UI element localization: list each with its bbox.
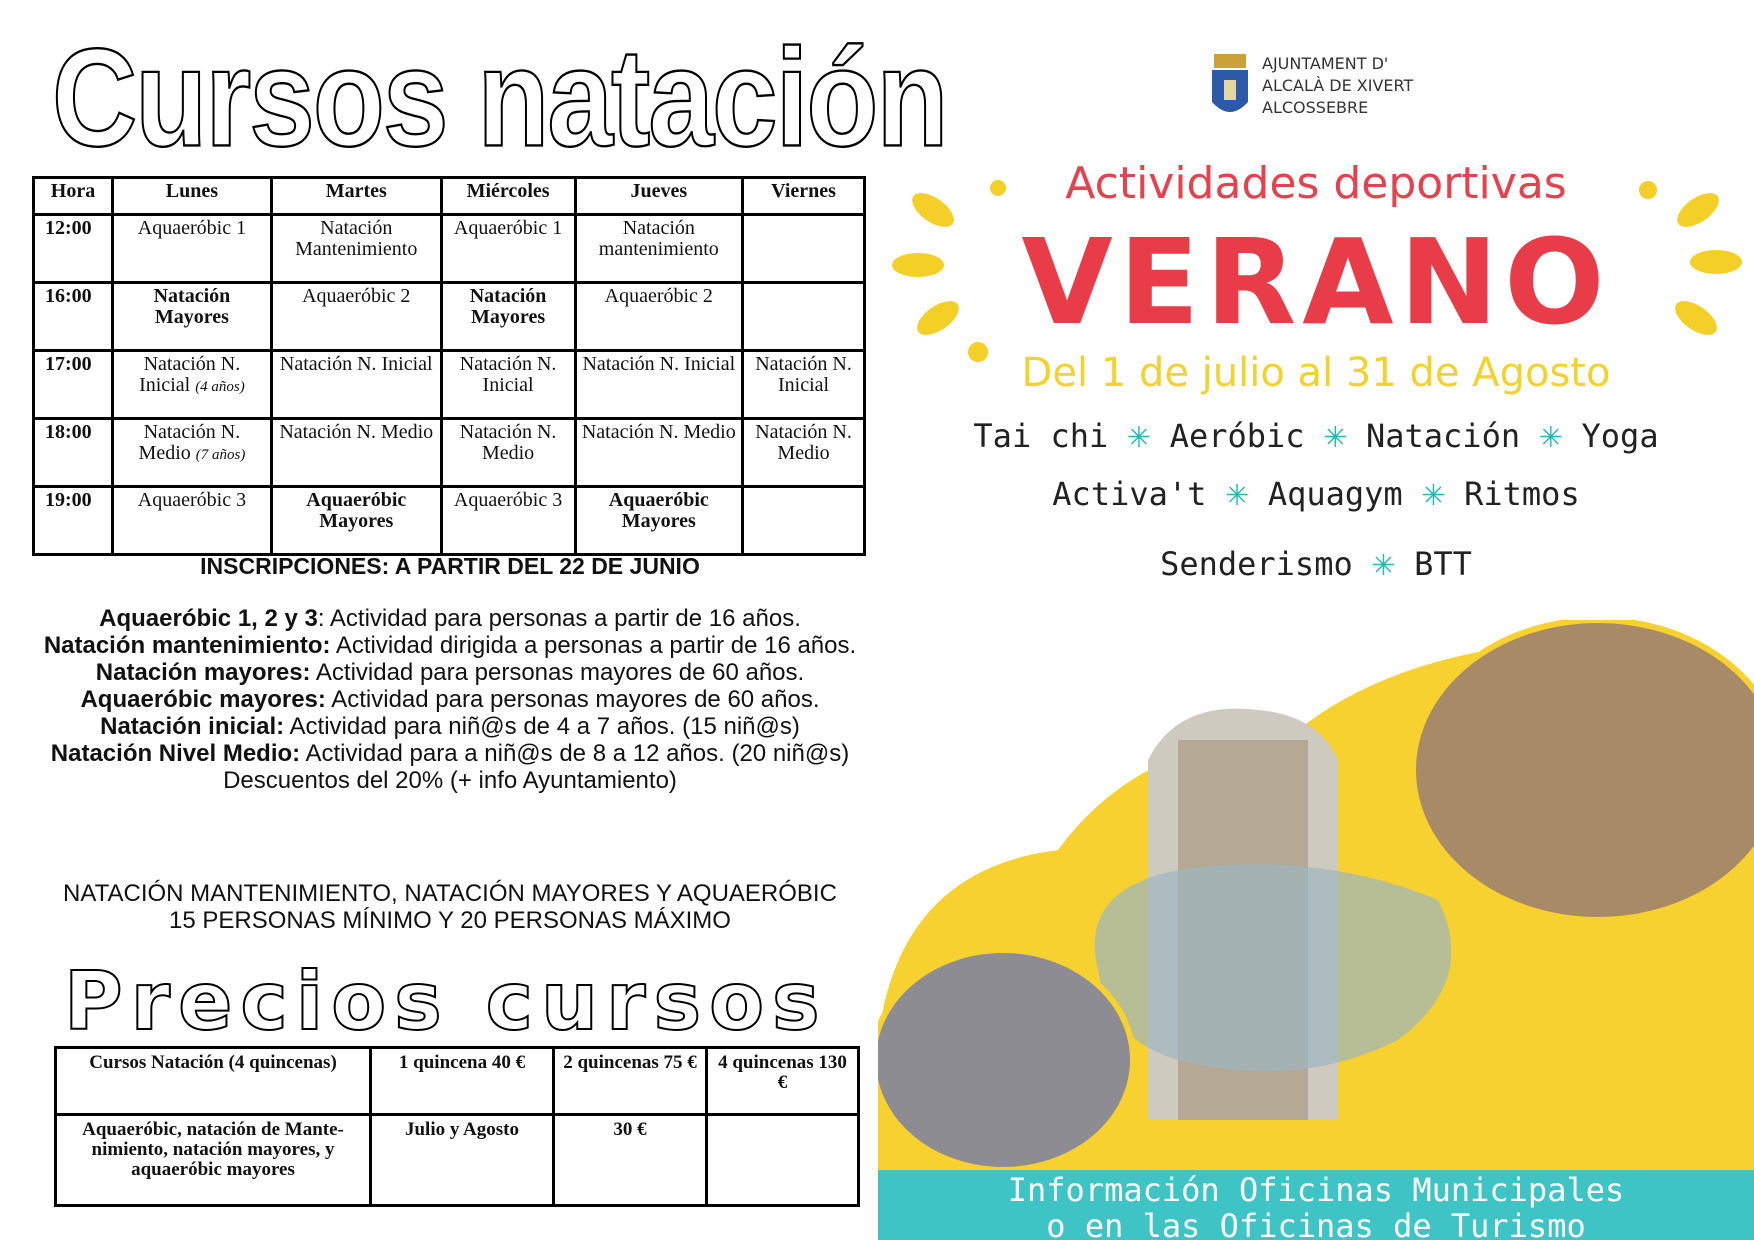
activity-photos — [878, 620, 1754, 1180]
price-cell: Aquaeróbic, natación de Mante-nimiento, natación mayores, y aquaeróbic mayores — [56, 1115, 371, 1206]
class-cell — [113, 419, 272, 487]
header-cell: Viernes — [743, 178, 865, 215]
schedule-table — [32, 176, 866, 556]
prices-table — [54, 1046, 860, 1207]
activities-row — [878, 540, 1754, 584]
description-text: Actividad dirigida a personas a partir de 16 años. — [335, 632, 857, 659]
class-cell: Natación N. Medio — [441, 419, 575, 487]
description-text: Actividad para niñ@s de 4 a 7 años. (15 niñ@s) — [289, 713, 800, 740]
logo-line: AJUNTAMENT D' — [1262, 54, 1389, 73]
schedule-row — [34, 419, 865, 487]
class-cell: Aquaeróbic 1 — [441, 215, 575, 283]
star-icon: ✳ — [1323, 412, 1347, 456]
price-cell — [707, 1115, 859, 1206]
registration-date: INSCRIPCIONES: A PARTIR DEL 22 DE JUNIO — [200, 553, 700, 579]
header-cell: Jueves — [575, 178, 743, 215]
star-icon: ✳ — [1371, 540, 1395, 584]
activity-label: Yoga — [1581, 417, 1659, 455]
age-note: (4 años) — [195, 379, 245, 395]
header-cell: Lunes — [113, 178, 272, 215]
description-line — [30, 632, 870, 659]
class-cell: Natación mantenimiento — [575, 215, 743, 283]
class-cell — [743, 283, 865, 351]
prices-header-row — [56, 1048, 859, 1115]
price-cell: 1 quincena 40 € — [371, 1048, 554, 1115]
capacity-line: 15 PERSONAS MÍNIMO Y 20 PERSONAS MÁXIMO — [169, 907, 731, 934]
description-line — [30, 713, 870, 740]
description-label: Natación inicial: — [100, 713, 285, 740]
hour-cell: 16:00 — [34, 283, 113, 351]
activities-row — [878, 412, 1754, 456]
hour-cell: 17:00 — [34, 351, 113, 419]
age-note: (7 años) — [195, 447, 246, 463]
description-line — [30, 605, 870, 632]
class-cell: Natación N. Inicial — [271, 351, 441, 419]
class-cell — [743, 487, 865, 555]
class-label: Natación N. Medio — [138, 421, 241, 464]
class-cell: Aquaeróbic 3 — [113, 487, 272, 555]
class-cell: Natación Mayores — [441, 283, 575, 351]
activity-label: Aquagym — [1267, 475, 1403, 513]
capacity-note — [30, 880, 870, 934]
class-cell: Natación Mayores — [113, 283, 272, 351]
description-line — [30, 740, 870, 767]
activity-label: Senderismo — [1160, 545, 1353, 583]
header-cell: Martes — [271, 178, 441, 215]
logo-line: ALCOSSEBRE — [1262, 98, 1369, 117]
class-cell: Natación N. Inicial — [441, 351, 575, 419]
prices-title: Precios cursos — [64, 955, 828, 1048]
activity-label: BTT — [1414, 545, 1472, 583]
class-cell — [743, 215, 865, 283]
description-text: Actividad para personas mayores de 60 años. — [331, 686, 820, 713]
description-label: Natación mantenimiento: — [43, 632, 331, 659]
activity-label: Ritmos — [1464, 475, 1580, 513]
banner-line: Información Oficinas Municipales — [1007, 1171, 1625, 1209]
class-label: Natación N. Inicial — [139, 353, 241, 396]
poster-title: VERANO — [1021, 213, 1611, 351]
hour-cell: 12:00 — [34, 215, 113, 283]
poster-subtitle: Actividades deportivas — [1065, 158, 1567, 209]
description-line — [30, 686, 870, 713]
activity-label: Natación — [1365, 417, 1521, 455]
class-cell: Aquaeróbic 3 — [441, 487, 575, 555]
town-hall-logo — [1208, 52, 1448, 124]
class-cell — [113, 351, 272, 419]
schedule-row — [34, 351, 865, 419]
price-cell: 4 quincenas 130 € — [707, 1048, 859, 1115]
class-cell: Aquaeróbic Mayores — [271, 487, 441, 555]
activity-label: Activa't — [1052, 475, 1207, 513]
class-cell: Natación N. Medio — [743, 419, 865, 487]
hour-cell: 18:00 — [34, 419, 113, 487]
star-icon: ✳ — [1127, 412, 1151, 456]
price-cell: Cursos Natación (4 quincenas) — [56, 1048, 371, 1115]
class-cell: Aquaeróbic Mayores — [575, 487, 743, 555]
header-cell: Miércoles — [441, 178, 575, 215]
summer-poster — [878, 0, 1754, 1240]
description-label: Aquaeróbic mayores: — [80, 686, 326, 713]
schedule-row — [34, 283, 865, 351]
class-cell: Natación N. Medio — [575, 419, 743, 487]
star-icon: ✳ — [1225, 470, 1249, 514]
schedule-row — [34, 487, 865, 555]
activities-row — [878, 470, 1754, 514]
class-cell: Aquaeróbic 2 — [575, 283, 743, 351]
class-cell: Aquaeróbic 2 — [271, 283, 441, 351]
star-icon: ✳ — [1539, 412, 1563, 456]
hour-cell: 19:00 — [34, 487, 113, 555]
class-cell: Aquaeróbic 1 — [113, 215, 272, 283]
price-cell: 30 € — [554, 1115, 707, 1206]
schedule-row — [34, 215, 865, 283]
poster-dates: Del 1 de julio al 31 de Agosto — [1021, 350, 1611, 396]
coat-of-arms-icon — [1208, 52, 1252, 124]
description-label: Natación Nivel Medio: — [50, 740, 301, 767]
activity-label: Aeróbic — [1169, 417, 1305, 455]
course-descriptions — [30, 605, 870, 794]
main-title: Cursos natación — [52, 20, 947, 177]
class-cell: Natación N. Inicial — [575, 351, 743, 419]
class-cell: Natación Mantenimiento — [271, 215, 441, 283]
activity-label: Tai chi — [973, 417, 1109, 455]
class-cell: Natación N. Inicial — [743, 351, 865, 419]
description-text: Actividad para personas mayores de 60 años. — [315, 659, 805, 686]
star-icon: ✳ — [1421, 470, 1445, 514]
description-text: Actividad para personas a partir de 16 años. — [329, 605, 801, 632]
prices-row — [56, 1115, 859, 1206]
description-label: Aquaeróbic 1, 2 y 3 — [99, 605, 318, 632]
capacity-line: NATACIÓN MANTENIMIENTO, NATACIÓN MAYORES Y AQUAERÓBIC — [63, 880, 837, 907]
price-cell: Julio y Agosto — [371, 1115, 554, 1206]
description-text: Actividad para a niñ@s de 8 a 12 años. (20 niñ@s) — [305, 740, 850, 767]
banner-line: o en las Oficinas de Turismo — [1046, 1207, 1586, 1240]
schedule-header-row — [34, 178, 865, 215]
description-line — [30, 659, 870, 686]
header-cell: Hora — [34, 178, 113, 215]
class-cell: Natación N. Medio — [271, 419, 441, 487]
discount-line: Descuentos del 20% (+ info Ayuntamiento) — [223, 767, 677, 794]
logo-line: ALCALÀ DE XIVERT — [1262, 76, 1414, 95]
description-sep: : — [317, 605, 330, 632]
description-label: Natación mayores: — [95, 659, 311, 686]
price-cell: 2 quincenas 75 € — [554, 1048, 707, 1115]
